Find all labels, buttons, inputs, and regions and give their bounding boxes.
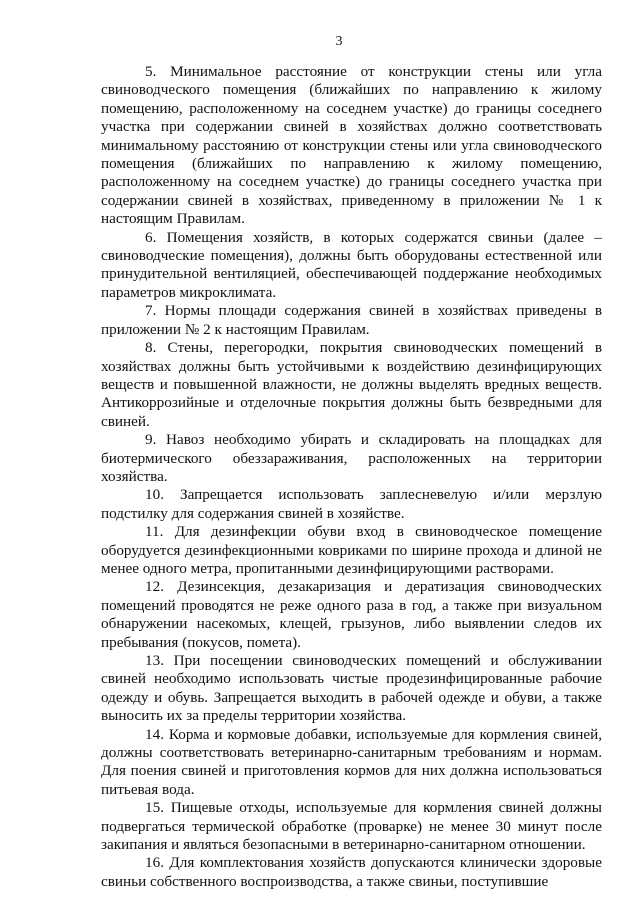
page-number: 3 xyxy=(335,34,343,49)
paragraph-16: 16. Для комплектования хозяйств допускаются клинически здоровые свиньи собственного воспроизводства, а также свиньи, поступившие xyxy=(101,854,602,890)
paragraph-13: 13. При посещении свиноводческих помещений и обслуживании свиней необходимо использовать чистые продезинфицированные рабочие одежду и обувь. Запрещается выходить в рабочей одежде и обуви, а также выносить их за пределы территории хозяйства. xyxy=(101,652,602,725)
paragraph-12: 12. Дезинсекция, дезакаризация и дератизация свиноводческих помещений проводятся не реже одного раза в год, а также при визуальном обнаружении насекомых, клещей, грызунов, либо выявлении следов их пребывания (покусов, помета). xyxy=(101,578,602,651)
paragraph-7: 7. Нормы площади содержания свиней в хозяйствах приведены в приложении № 2 к настоящим Правилам. xyxy=(101,302,602,338)
paragraph-14: 14. Корма и кормовые добавки, используемые для кормления свиней, должны соответствовать ветеринарно-санитарным требованиям и нормам. Для поения свиней и приготовления кормов для них должна использоваться питьевая вода. xyxy=(101,725,602,798)
paragraph-15: 15. Пищевые отходы, используемые для кормления свиней должны подвергаться термической обработке (проварке) не менее 30 минут после закипания и являться безопасными в ветеринарно-санитарном отношении. xyxy=(101,799,602,854)
paragraph-11: 11. Для дезинфекции обуви вход в свиноводческое помещение оборудуется дезинфекционными ковриками по ширине прохода и длиной не менее одного метра, пропитанными дезинфицирующими растворами. xyxy=(101,523,602,577)
paragraph-9: 9. Навоз необходимо убирать и складировать на площадках для биотермического обеззараживания, расположенных на территории хозяйства. xyxy=(101,431,602,485)
paragraph-6: 6. Помещения хозяйств, в которых содержатся свиньи (далее – свиноводческие помещения), должны быть оборудованы естественной или принудительной вентиляцией, обеспечивающей поддержание необходимых параметров микроклимата. xyxy=(101,228,602,301)
document-body xyxy=(101,63,602,891)
paragraph-10: 10. Запрещается использовать заплесневелую и/или мерзлую подстилку для содержания свиней в хозяйстве. xyxy=(101,486,602,522)
paragraph-5: 5. Минимальное расстояние от конструкции стены или угла свиноводческого помещения (ближайших по направлению к жилому помещению, расположенному на соседнем участке) до границы соседнего участка при содержании свиней в хозяйствах должно соответствовать минимальному расстоянию от конструкции стены или угла свиноводческого помещения (ближайших по направлению к жилому помещению, расположенному на соседнем участке) до границы соседнего участка при содержании свиней в хозяйствах, приведенному в приложении № 1 к настоящим Правилам. xyxy=(101,63,602,228)
paragraph-8: 8. Стены, перегородки, покрытия свиноводческих помещений в хозяйствах должны быть устойчивыми к воздействию дезинфицирующих веществ и повышенной влажности, не должны выделять вредных веществ. Антикоррозийные и отделочные покрытия должны быть безвредными для свиней. xyxy=(101,339,602,430)
